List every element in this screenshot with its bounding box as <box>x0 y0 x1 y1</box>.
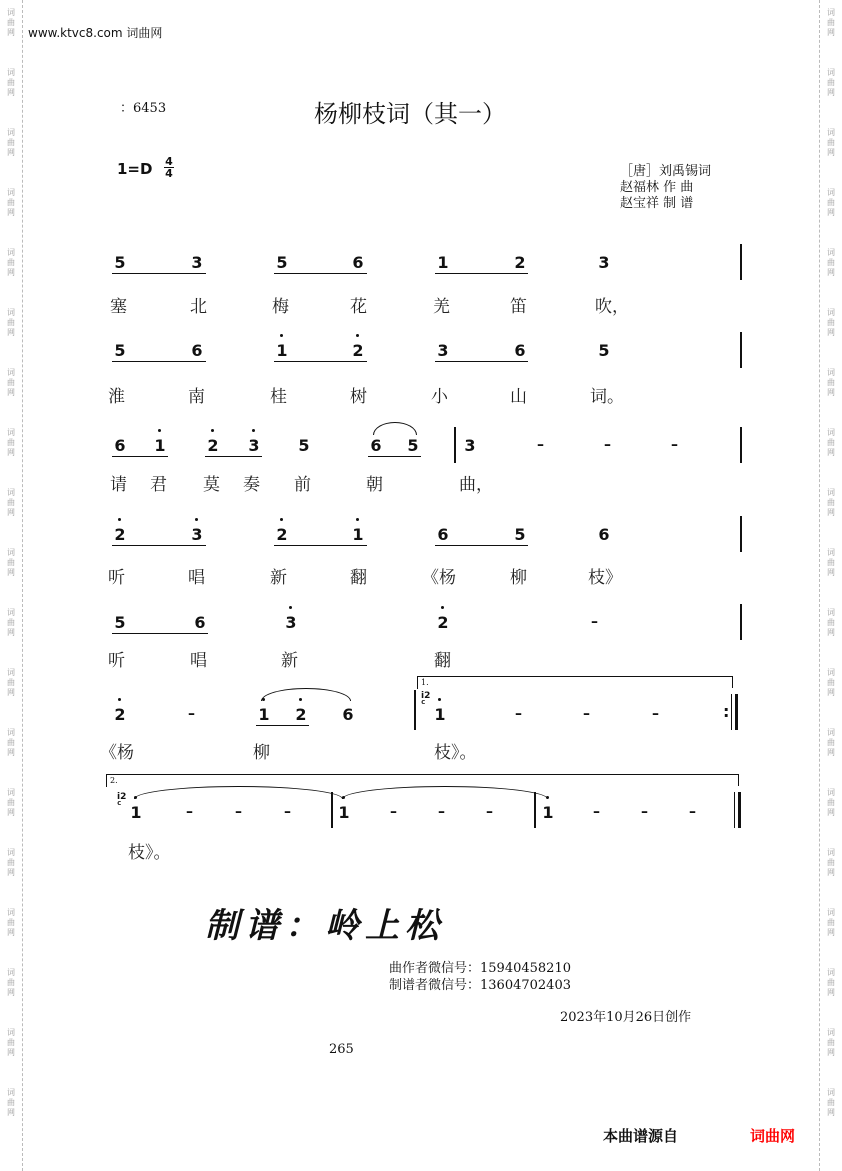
lyric-char: 词。 <box>590 387 624 407</box>
watermark-glyph: 词 曲 网 <box>827 968 835 997</box>
footer-brand-link[interactable]: 词曲网 <box>750 1127 796 1145</box>
note-digit: 1 <box>336 803 352 822</box>
watermark-glyph: 词 曲 网 <box>827 68 835 97</box>
note-digit: 3 <box>246 436 262 455</box>
bar-line <box>731 694 732 730</box>
bar-line <box>738 774 739 786</box>
lyric-char: 小 <box>431 387 448 407</box>
note-digit: 5 <box>598 341 610 360</box>
beam-underline <box>274 361 367 362</box>
sustain-dash: – <box>235 804 242 820</box>
beam-underline <box>112 361 206 362</box>
watermark-glyph: 词 曲 网 <box>7 728 15 757</box>
tie-slur <box>134 786 343 799</box>
beam-underline <box>112 273 206 274</box>
credits <box>620 164 711 212</box>
watermark-glyph: 词 曲 网 <box>827 308 835 337</box>
bar-line <box>414 690 416 730</box>
lyric-char: 树 <box>350 387 367 407</box>
watermark-glyph: 词 曲 网 <box>7 368 15 397</box>
sustain-dash: – <box>591 614 598 630</box>
lyric-char: 唱 <box>190 651 207 671</box>
beam-underline <box>112 545 206 546</box>
watermark-glyph: 词 曲 网 <box>7 788 15 817</box>
watermark-glyph: 词 曲 网 <box>7 968 15 997</box>
notation-signature: 制谱：岭上松 <box>205 906 445 946</box>
sustain-dash: – <box>486 804 493 820</box>
composer-credit: 赵福林 作 曲 <box>620 180 694 195</box>
bar-line <box>732 676 733 688</box>
beam-underline <box>435 273 528 274</box>
note-digit: 1 <box>432 705 448 724</box>
bar-line <box>534 792 536 828</box>
footer-source: 本曲谱源自 <box>603 1127 679 1145</box>
lyric-char: 山 <box>510 387 527 407</box>
lyric-char: 南 <box>188 387 205 407</box>
note-digit: 6 <box>352 253 364 272</box>
note-digit: 6 <box>191 341 203 360</box>
lyricist-credit: ［唐］刘禹锡词 <box>620 164 712 179</box>
note-digit: 1 <box>437 253 449 272</box>
watermark-glyph: 词 曲 网 <box>7 848 15 877</box>
watermark-glyph: 词 曲 网 <box>7 308 15 337</box>
watermark-glyph: 词 曲 网 <box>7 548 15 577</box>
sustain-dash: – <box>593 804 600 820</box>
note-digit: 3 <box>191 253 203 272</box>
watermark-glyph: 词 曲 网 <box>7 128 15 157</box>
time-signature: 4 4 <box>165 155 173 180</box>
note-digit: 6 <box>194 613 206 632</box>
bar-line <box>735 694 738 730</box>
note-digit: 6 <box>114 436 126 455</box>
lyric-char: 新 <box>270 568 287 588</box>
lyric-char: 梅 <box>272 297 289 317</box>
sustain-dash: – <box>515 706 522 722</box>
volta-first: 1. <box>417 676 733 689</box>
lyric-char: 前 <box>294 475 311 495</box>
bar-line <box>734 792 735 828</box>
notation-credit: 赵宝祥 制 谱 <box>620 196 694 211</box>
beam-underline <box>256 725 309 726</box>
lyric-char: 枝》。 <box>434 743 477 763</box>
lyric-char: 桂 <box>270 387 287 407</box>
sustain-dash: – <box>390 804 397 820</box>
watermark-glyph: 词 曲 网 <box>827 1028 835 1057</box>
bar-line <box>740 244 742 280</box>
watermark-glyph: 词 曲 网 <box>7 668 15 697</box>
sustain-dash: – <box>671 437 678 453</box>
lyric-char: 君 <box>150 475 167 495</box>
beam-underline <box>112 633 208 634</box>
tie-slur <box>342 786 548 799</box>
note-digit: 2 <box>112 525 128 544</box>
note-digit: 1 <box>350 525 366 544</box>
grace-mark: i2 ᑦ <box>117 792 127 811</box>
beam-underline <box>435 545 528 546</box>
beam-underline <box>274 273 367 274</box>
sustain-dash: – <box>604 437 611 453</box>
watermark-glyph: 词 曲 网 <box>827 668 835 697</box>
lyric-char: 奏 <box>243 475 260 495</box>
note-digit: 5 <box>114 341 126 360</box>
lyric-char: 枝》 <box>588 568 622 588</box>
lyric-char: 枝》。 <box>128 843 171 863</box>
note-digit: 1 <box>152 436 168 455</box>
lyric-char: 朝 <box>366 475 383 495</box>
sustain-dash: – <box>438 804 445 820</box>
note-digit: 3 <box>598 253 610 272</box>
sustain-dash: – <box>186 804 193 820</box>
creation-date: 2023年10月26日创作 <box>560 1010 692 1025</box>
sustain-dash: – <box>537 437 544 453</box>
note-digit: 6 <box>514 341 526 360</box>
lyric-char: 请 <box>110 475 127 495</box>
watermark-glyph: 词 曲 网 <box>827 368 835 397</box>
watermark-glyph: 词 曲 网 <box>7 1028 15 1057</box>
lyric-char: 唱 <box>188 568 205 588</box>
lyric-char: 《杨 <box>422 568 456 588</box>
note-digit: 1 <box>274 341 290 360</box>
watermark-glyph: 词 曲 网 <box>7 608 15 637</box>
watermark-glyph: 词 曲 网 <box>7 1088 15 1117</box>
site-header: www.ktvc8.com 词曲网 <box>28 26 163 40</box>
lyric-char: 翻 <box>434 651 451 671</box>
watermark-glyph: 词 曲 网 <box>827 548 835 577</box>
sustain-dash: – <box>652 706 659 722</box>
watermark-glyph: 词 曲 网 <box>7 428 15 457</box>
lyric-char: 塞 <box>110 297 127 317</box>
watermark-glyph: 词 曲 网 <box>7 188 15 217</box>
grace-mark: i2 ᑦ <box>421 691 431 710</box>
beam-underline <box>368 456 421 457</box>
watermark-glyph: 词 曲 网 <box>827 128 835 157</box>
note-digit: 2 <box>435 613 451 632</box>
watermark-glyph: 词 曲 网 <box>7 488 15 517</box>
note-digit: 3 <box>189 525 205 544</box>
note-digit: 6 <box>370 436 382 455</box>
watermark-glyph: 词 曲 网 <box>827 1088 835 1117</box>
bar-line <box>740 604 742 640</box>
note-digit: 2 <box>293 705 309 724</box>
lyric-char: 《杨 <box>100 743 134 763</box>
note-digit: 5 <box>114 253 126 272</box>
sustain-dash: – <box>188 706 195 722</box>
note-digit: 2 <box>205 436 221 455</box>
note-digit: 1 <box>128 803 144 822</box>
lyric-char: 柳 <box>253 743 270 763</box>
watermark-glyph: 词 曲 网 <box>827 248 835 277</box>
beam-underline <box>112 456 168 457</box>
note-digit: 5 <box>514 525 526 544</box>
watermark-glyph: 词 曲 网 <box>827 788 835 817</box>
lyric-char: 北 <box>190 297 207 317</box>
sustain-dash: – <box>641 804 648 820</box>
lyric-char: 莫 <box>203 475 220 495</box>
watermark-glyph: 词 曲 网 <box>827 428 835 457</box>
note-digit: 6 <box>342 705 354 724</box>
bar-line <box>738 792 741 828</box>
bar-line <box>740 427 742 463</box>
note-digit: 2 <box>350 341 366 360</box>
composer-wechat: 曲作者微信号：15940458210 <box>389 961 571 976</box>
sustain-dash: – <box>284 804 291 820</box>
score-id: ：6453 <box>120 101 167 116</box>
lyric-char: 新 <box>281 651 298 671</box>
note-digit: 3 <box>283 613 299 632</box>
note-digit: 1 <box>256 705 272 724</box>
note-digit: 6 <box>437 525 449 544</box>
watermark-glyph: 词 曲 网 <box>7 908 15 937</box>
note-digit: 5 <box>298 436 310 455</box>
watermark-glyph: 词 曲 网 <box>827 908 835 937</box>
beam-underline <box>435 361 528 362</box>
note-digit: 1 <box>540 803 556 822</box>
page-title: 杨柳枝词（其一） <box>314 100 506 128</box>
lyric-char: 羌 <box>433 297 450 317</box>
lyric-char: 吹， <box>595 297 629 317</box>
bar-line <box>454 427 456 463</box>
note-digit: 5 <box>407 436 419 455</box>
watermark-glyph: 词 曲 网 <box>827 848 835 877</box>
watermark-glyph: 词 曲 网 <box>7 8 15 37</box>
watermark-glyph: 词 曲 网 <box>7 68 15 97</box>
note-digit: 2 <box>112 705 128 724</box>
watermark-glyph: 词 曲 网 <box>827 488 835 517</box>
note-digit: 5 <box>276 253 288 272</box>
tie-slur <box>373 422 417 435</box>
lyric-char: 柳 <box>510 568 527 588</box>
key-label: 1=D <box>117 160 153 178</box>
contact-block <box>389 960 571 994</box>
lyric-char: 花 <box>350 297 367 317</box>
bar-line <box>740 332 742 368</box>
lyric-char: 笛 <box>510 297 527 317</box>
tie-slur <box>261 688 351 701</box>
note-digit: 3 <box>464 436 476 455</box>
lyric-char: 曲， <box>459 475 493 495</box>
lyric-char: 听 <box>108 568 125 588</box>
bar-line <box>331 792 333 828</box>
note-digit: 5 <box>114 613 126 632</box>
beam-underline <box>205 456 262 457</box>
lyric-char: 淮 <box>108 387 125 407</box>
bar-line <box>740 516 742 552</box>
lyric-char: 翻 <box>350 568 367 588</box>
watermark-glyph: 词 曲 网 <box>827 728 835 757</box>
watermark-glyph: 词 曲 网 <box>827 8 835 37</box>
page-number: 265 <box>329 1042 354 1057</box>
note-digit: 3 <box>437 341 449 360</box>
notation-wechat: 制谱者微信号：13604702403 <box>389 978 571 993</box>
watermark-glyph: 词 曲 网 <box>7 248 15 277</box>
note-digit: 6 <box>598 525 610 544</box>
sustain-dash: – <box>583 706 590 722</box>
lyric-char: 听 <box>108 651 125 671</box>
watermark-glyph: 词 曲 网 <box>827 608 835 637</box>
note-digit: 2 <box>274 525 290 544</box>
sustain-dash: – <box>689 804 696 820</box>
beam-underline <box>274 545 367 546</box>
note-digit: 2 <box>514 253 526 272</box>
volta-second: 2. <box>106 774 739 787</box>
watermark-glyph: 词 曲 网 <box>827 188 835 217</box>
